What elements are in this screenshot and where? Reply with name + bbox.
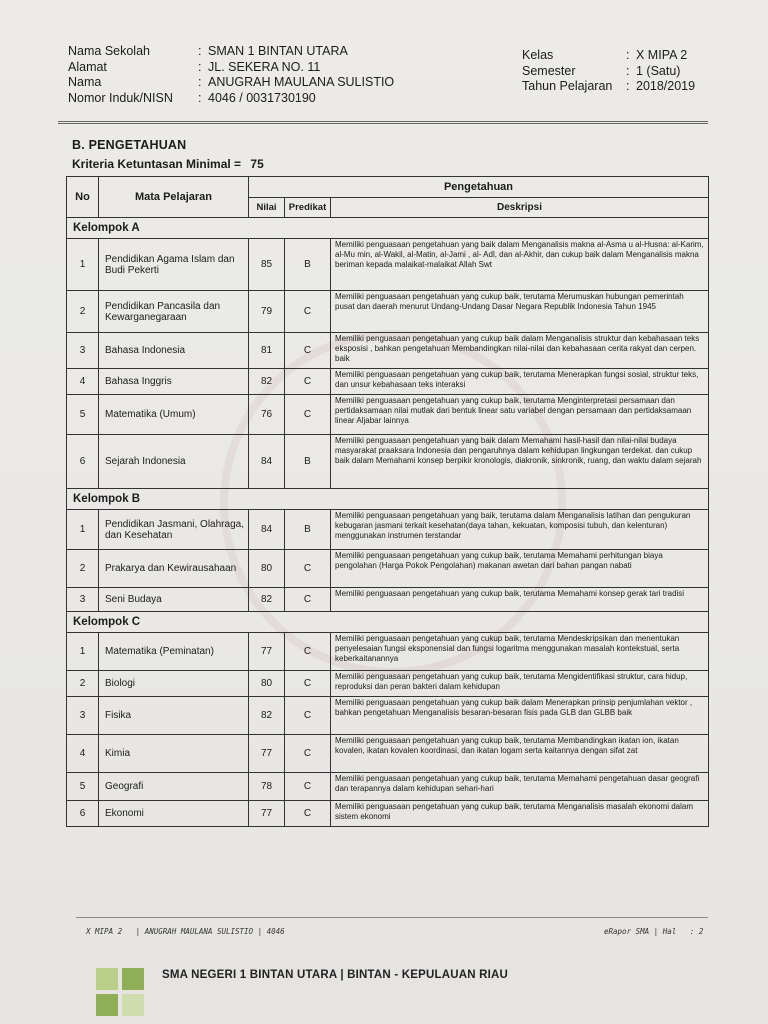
row-no: 4 bbox=[67, 369, 99, 395]
row-score: 80 bbox=[249, 550, 285, 588]
row-score: 82 bbox=[249, 369, 285, 395]
table-row bbox=[67, 395, 709, 435]
row-subject: Kimia bbox=[99, 735, 249, 773]
row-no: 3 bbox=[67, 333, 99, 369]
row-description: Memiliki penguasaan pengetahuan yang cukup baik, terutama Merumuskan hubungan pemerintah pusat dan daerah menurut Undang-Undang Dasar Negara Republik Indonesia Tahun 1945 bbox=[331, 291, 709, 333]
info-separator: : bbox=[626, 79, 630, 93]
header-subject: Mata Pelajaran bbox=[99, 177, 249, 218]
row-predicate: C bbox=[285, 773, 331, 801]
row-description: Memiliki penguasaan pengetahuan yang baik, terutama dalam Menganalisis latihan dan pengukuran kebugaran jasmani terkait kesehatan(daya tahan, kekuatan, komposisi tubuh, dan kelenturan) menggunakan instrumen terstandar bbox=[331, 510, 709, 550]
row-subject: Seni Budaya bbox=[99, 588, 249, 612]
info-row-nisn bbox=[68, 91, 394, 107]
row-predicate: C bbox=[285, 588, 331, 612]
row-description: Memiliki penguasaan pengetahuan yang cukup baik, terutama Mengidentifikasi struktur, cara hidup, reproduksi dan peran bakteri dalam kehidupan bbox=[331, 671, 709, 697]
row-subject: Geografi bbox=[99, 773, 249, 801]
info-value-semester: 1 (Satu) bbox=[636, 63, 681, 78]
footer-school-line: SMA NEGERI 1 BINTAN UTARA | BINTAN - KEPULAUAN RIAU bbox=[162, 969, 509, 981]
row-score: 76 bbox=[249, 395, 285, 435]
header-no: No bbox=[67, 177, 99, 218]
info-label: Nama bbox=[68, 75, 102, 89]
table-row bbox=[67, 697, 709, 735]
group-row bbox=[67, 218, 709, 239]
school-logo-blocks bbox=[96, 968, 146, 1018]
row-description: Memiliki penguasaan pengetahuan yang cukup baik dalam Menganalisis struktur dan kebahasaan teks eksposisi , bahkan pengetahuan Membandingkan nilai-nilai dan kebahasaan cerita rakyat dan cerpen. baik bbox=[331, 333, 709, 369]
header-predicate: Predikat bbox=[285, 198, 331, 218]
row-score: 78 bbox=[249, 773, 285, 801]
row-predicate: C bbox=[285, 697, 331, 735]
row-subject: Bahasa Indonesia bbox=[99, 333, 249, 369]
table-row bbox=[67, 588, 709, 612]
info-value-nisn: 4046 / 0031730190 bbox=[208, 90, 316, 105]
row-score: 85 bbox=[249, 239, 285, 291]
row-no: 1 bbox=[67, 510, 99, 550]
row-score: 80 bbox=[249, 671, 285, 697]
row-predicate: C bbox=[285, 550, 331, 588]
row-predicate: C bbox=[285, 801, 331, 827]
group-row bbox=[67, 489, 709, 510]
row-predicate: C bbox=[285, 735, 331, 773]
footer-page-info: eRapor SMA | Hal : 2 bbox=[604, 927, 704, 936]
table-row bbox=[67, 291, 709, 333]
group-name: Kelompok B bbox=[67, 489, 709, 510]
info-label: Semester bbox=[522, 63, 576, 78]
row-no: 6 bbox=[67, 801, 99, 827]
row-subject: Sejarah Indonesia bbox=[99, 435, 249, 489]
table-row bbox=[67, 801, 709, 827]
info-label: Nomor Induk/NISN bbox=[68, 90, 173, 105]
grades-table bbox=[66, 176, 709, 827]
info-value-address: JL. SEKERA NO. 11 bbox=[208, 59, 321, 74]
row-no: 1 bbox=[67, 239, 99, 291]
row-subject: Pendidikan Agama Islam dan Budi Pekerti bbox=[99, 239, 249, 291]
row-score: 77 bbox=[249, 633, 285, 671]
table-row bbox=[67, 239, 709, 291]
row-subject: Matematika (Umum) bbox=[99, 395, 249, 435]
logo-block bbox=[96, 968, 118, 990]
row-subject: Pendidikan Jasmani, Olahraga, dan Kesehatan bbox=[99, 510, 249, 550]
header-knowledge: Pengetahuan bbox=[249, 177, 709, 198]
row-subject: Prakarya dan Kewirausahaan bbox=[99, 550, 249, 588]
header-description: Deskripsi bbox=[331, 198, 709, 218]
info-row-class bbox=[522, 48, 695, 64]
table-header-row bbox=[67, 177, 709, 198]
row-no: 5 bbox=[67, 773, 99, 801]
info-value-school: SMAN 1 BINTAN UTARA bbox=[208, 44, 348, 58]
group-name: Kelompok C bbox=[67, 612, 709, 633]
info-separator: : bbox=[198, 90, 202, 105]
info-label: Nama Sekolah bbox=[68, 44, 150, 58]
footer-student-info: X MIPA 2 | ANUGRAH MAULANA SULISTIO | 4046 bbox=[86, 927, 285, 936]
table-row bbox=[67, 435, 709, 489]
table-row bbox=[67, 333, 709, 369]
row-score: 77 bbox=[249, 801, 285, 827]
info-row-year bbox=[522, 79, 695, 95]
row-description: Memiliki penguasaan pengetahuan yang cukup baik, terutama Menerapkan fungsi sosial, struktur teks, dan unsur kebahasaan teks interaksi bbox=[331, 369, 709, 395]
row-description: Memiliki penguasaan pengetahuan yang cukup baik, terutama Membandingkan ikatan ion, ikatan kovalen, ikatan kovalen koordinasi, dan ikatan logam serta kaitannya dengan sifat zat bbox=[331, 735, 709, 773]
row-no: 5 bbox=[67, 395, 99, 435]
row-no: 2 bbox=[67, 291, 99, 333]
row-score: 84 bbox=[249, 435, 285, 489]
student-info-right bbox=[522, 48, 695, 95]
row-description: Memiliki penguasaan pengetahuan yang cukup baik, terutama Mendeskripsikan dan menentukan penyelesaian fungsi eksponensial dan fungsi logaritma menggunakan masalah kontekstual, serta keberkaitanannya bbox=[331, 633, 709, 671]
row-subject: Fisika bbox=[99, 697, 249, 735]
row-subject: Bahasa Inggris bbox=[99, 369, 249, 395]
row-no: 3 bbox=[67, 588, 99, 612]
row-score: 82 bbox=[249, 697, 285, 735]
logo-block bbox=[122, 994, 144, 1016]
header-divider bbox=[58, 121, 708, 122]
row-predicate: C bbox=[285, 291, 331, 333]
table-row bbox=[67, 369, 709, 395]
row-predicate: B bbox=[285, 510, 331, 550]
row-score: 82 bbox=[249, 588, 285, 612]
info-label: Tahun Pelajaran bbox=[522, 79, 613, 93]
row-subject: Pendidikan Pancasila dan Kewarganegaraan bbox=[99, 291, 249, 333]
kkm-value: 75 bbox=[250, 157, 264, 171]
row-score: 84 bbox=[249, 510, 285, 550]
row-predicate: C bbox=[285, 369, 331, 395]
row-description: Memiliki penguasaan pengetahuan yang cukup baik, terutama Memahami perhitungan biaya pengolahan (Harga Pokok Pengolahan) makanan awetan dari bahan pangan nabati bbox=[331, 550, 709, 588]
footer-divider bbox=[76, 917, 708, 918]
table-row bbox=[67, 550, 709, 588]
info-label: Alamat bbox=[68, 59, 107, 74]
row-no: 3 bbox=[67, 697, 99, 735]
row-subject: Matematika (Peminatan) bbox=[99, 633, 249, 671]
table-row bbox=[67, 633, 709, 671]
section-title: B. PENGETAHUAN bbox=[72, 138, 187, 152]
row-predicate: C bbox=[285, 671, 331, 697]
row-no: 1 bbox=[67, 633, 99, 671]
info-value-class: X MIPA 2 bbox=[636, 48, 688, 62]
row-description: Memiliki penguasaan pengetahuan yang cukup baik, terutama Memahami konsep gerak tari tradisi bbox=[331, 588, 709, 612]
row-subject: Ekonomi bbox=[99, 801, 249, 827]
table-row bbox=[67, 735, 709, 773]
row-subject: Biologi bbox=[99, 671, 249, 697]
info-separator: : bbox=[198, 44, 202, 58]
logo-block bbox=[96, 994, 118, 1016]
table-row bbox=[67, 510, 709, 550]
row-description: Memiliki penguasaan pengetahuan yang cukup baik dalam Menerapkan prinsip penjumlahan vektor , bahkan pengetahuan Menganalisis besaran-besaran fisis pada GLB dan GLBB baik bbox=[331, 697, 709, 735]
row-predicate: C bbox=[285, 633, 331, 671]
row-no: 4 bbox=[67, 735, 99, 773]
row-no: 6 bbox=[67, 435, 99, 489]
table-row bbox=[67, 773, 709, 801]
logo-block bbox=[122, 968, 144, 990]
info-value-name: ANUGRAH MAULANA SULISTIO bbox=[208, 75, 395, 89]
row-predicate: B bbox=[285, 239, 331, 291]
kkm-line bbox=[72, 157, 264, 171]
group-name: Kelompok A bbox=[67, 218, 709, 239]
info-row-school bbox=[68, 44, 394, 60]
info-label: Kelas bbox=[522, 48, 554, 62]
header-divider bbox=[58, 123, 708, 124]
info-separator: : bbox=[626, 63, 630, 78]
info-separator: : bbox=[626, 48, 630, 62]
row-predicate: C bbox=[285, 333, 331, 369]
row-predicate: B bbox=[285, 435, 331, 489]
header-score: Nilai bbox=[249, 198, 285, 218]
row-score: 79 bbox=[249, 291, 285, 333]
group-row bbox=[67, 612, 709, 633]
info-row-semester bbox=[522, 64, 695, 80]
row-predicate: C bbox=[285, 395, 331, 435]
row-description: Memiliki penguasaan pengetahuan yang cukup baik, terutama Menganalisis masalah ekonomi dalam sistem ekonomi bbox=[331, 801, 709, 827]
info-row-name bbox=[68, 75, 394, 91]
kkm-label: Kriteria Ketuntasan Minimal = bbox=[72, 157, 242, 171]
row-score: 77 bbox=[249, 735, 285, 773]
row-no: 2 bbox=[67, 550, 99, 588]
table-row bbox=[67, 671, 709, 697]
info-separator: : bbox=[198, 75, 202, 89]
row-score: 81 bbox=[249, 333, 285, 369]
info-separator: : bbox=[198, 59, 202, 74]
row-description: Memiliki penguasaan pengetahuan yang baik dalam Memahami hasil-hasil dan nilai-nilai budaya masyarakat praaksara Indonesia dan pengaruhnya dalam kehidupan lingkungan terdekat. dan cukup baik dalam Memahami konsep berpikir kronologis, diakronik, sinkronik, ruang, dan waktu dalam sejarah bbox=[331, 435, 709, 489]
row-description: Memiliki penguasaan pengetahuan yang baik dalam Menganalisis makna al-Asma u al-Husna: al-Karim, al-Mu min, al-Wakil, al-Matin, al-Jami , al- Adl, dan al-Akhir, dan cukup baik dalam Menganalisis makna beriman kepada malaikat-malaikat Allah Swt bbox=[331, 239, 709, 291]
row-no: 2 bbox=[67, 671, 99, 697]
info-row-address bbox=[68, 60, 394, 76]
row-description: Memiliki penguasaan pengetahuan yang cukup baik, terutama Memahami pengetahuan dasar geografi dan terapannya dalam kehidupan sehari-hari bbox=[331, 773, 709, 801]
info-value-year: 2018/2019 bbox=[636, 79, 696, 93]
student-info-left bbox=[68, 44, 394, 106]
row-description: Memiliki penguasaan pengetahuan yang cukup baik, terutama Menginterpretasi persamaan dan pertidaksamaan nilai mutlak dari bentuk linear satu variabel dengan persamaan dan pertidaksamaan linear Aljabar lainnya bbox=[331, 395, 709, 435]
